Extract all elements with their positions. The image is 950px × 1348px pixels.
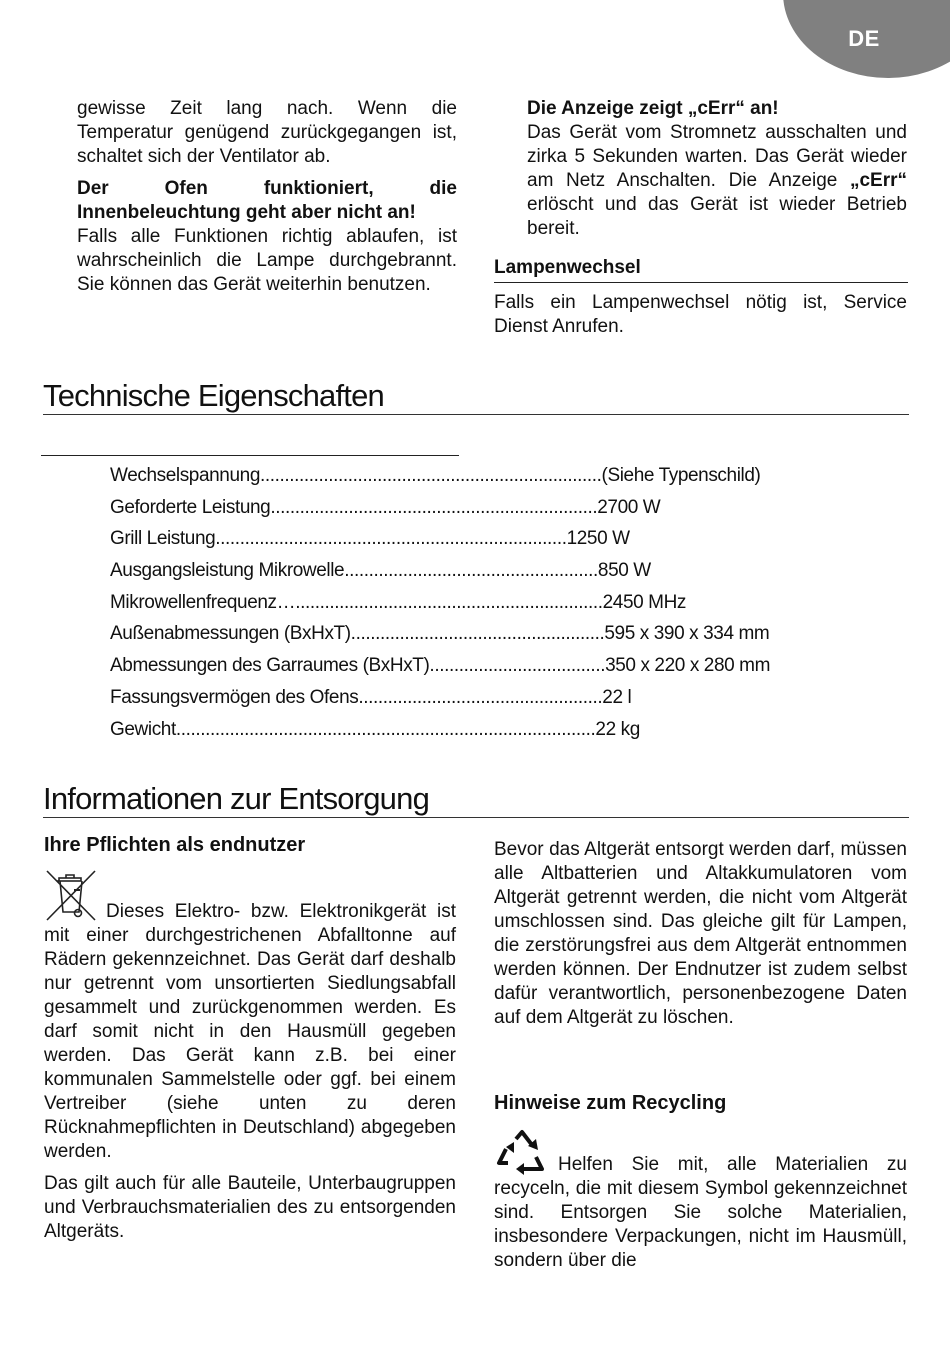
- spec-value: 850 W: [597, 560, 651, 582]
- recycling-symbol-icon: [494, 1127, 548, 1177]
- cerr-text-part-2: erlöscht und das Gerät ist wieder Betrieb bereit.: [527, 194, 907, 239]
- spec-leader-dots: ...................................................: [355, 623, 605, 645]
- batteries-paragraph: Bevor das Altgerät entsorgt werden darf, müssen alle Altbatterien und Altakkumulatoren vom Altgerät getrennt werden, die nicht vom Altgerät umschlossen sind. Das gleiche gilt für Lampen, die zerstörungsfrei aus dem Altgerät entnommen werden können. Der Endnutzer ist zudem selbst dafür verantwortlich, personenbezogene Daten auf dem Altgerät zu löschen.: [494, 839, 907, 1028]
- cerr-code: „cErr“: [849, 170, 907, 191]
- spec-row: [110, 495, 890, 527]
- spec-row: [110, 717, 890, 749]
- spec-value: (Siehe Typenschild): [601, 465, 761, 486]
- spec-label: Geforderte Leistung: [110, 496, 271, 518]
- spec-row: [110, 590, 890, 622]
- recycling-section: [494, 1127, 907, 1273]
- weee-paragraph: [44, 868, 456, 1164]
- spec-leader-dots: ...................................................................: [270, 496, 598, 518]
- spec-row: [110, 621, 890, 653]
- spec-list: [110, 463, 890, 748]
- spec-leader-dots: .................................................: [363, 686, 603, 708]
- troubleshooting-right-column: [527, 97, 907, 241]
- spec-leader-dots: ........................................................................: [215, 528, 567, 550]
- lamp-problem-text: Falls alle Funktionen richtig ablaufen, ist wahrscheinlich die Lampe durchgebrannt. Sie können das Gerät weiterhin benutzen.: [77, 226, 457, 295]
- troubleshooting-left-column: [77, 97, 457, 297]
- spec-label: Ausgangsleistung Mikrowelle: [110, 560, 345, 582]
- crossed-out-wheelie-bin-icon: [44, 868, 98, 924]
- spec-divider: [41, 455, 459, 456]
- spec-label: Außenabmessungen (BxHxT).: [110, 623, 356, 645]
- spec-label: Fassungsvermögen des Ofens.: [110, 686, 364, 708]
- spec-label: Mikrowellenfrequenz: [110, 591, 277, 613]
- duties-heading: Ihre Pflichten als endnutzer: [44, 834, 306, 856]
- spec-leader-dots: ...................................: [434, 655, 606, 677]
- spec-label: Grill Leistung: [110, 528, 216, 550]
- spec-value: 350 x 220 x 280 mm: [605, 655, 771, 677]
- spec-leader-dots: ......................................................................: [259, 465, 602, 486]
- spec-value: 2700 W: [597, 496, 661, 518]
- spec-value: 1250 W: [566, 528, 630, 550]
- ventilator-continuation-text: gewisse Zeit lang nach. Wenn die Temperatur genügend zurückgegangen ist, schaltet sich der Ventilator ab.: [77, 98, 457, 167]
- lamp-change-text: Falls ein Lampenwechsel nötig ist, Service Dienst Anrufen.: [494, 292, 907, 337]
- recycling-text: Helfen Sie mit, alle Materialien zu recyceln, die mit diesem Symbol gekennzeichnet sind. Entsorgen Sie solche Materialien, insbesondere Verpackungen, nicht im Hausmüll, sondern über die: [494, 1154, 907, 1271]
- spec-value: 22 kg: [595, 718, 640, 740]
- spec-label: Wechselspannung: [110, 465, 260, 486]
- disposal-section-title: Informationen zur Entsorgung: [43, 782, 909, 818]
- technical-section-title: Technische Eigenschaften: [43, 379, 909, 415]
- cerr-problem-text: [527, 121, 907, 241]
- cerr-problem-title: Die Anzeige zeigt „cErr“ an!: [527, 98, 779, 119]
- batteries-section: [494, 838, 907, 1030]
- lamp-change-section: [494, 291, 907, 339]
- weee-section: [44, 868, 456, 1244]
- spec-row: [110, 685, 890, 717]
- spec-label: Abmessungen des Garraumes (BxHxT).: [110, 655, 435, 677]
- components-paragraph: Das gilt auch für alle Bauteile, Unterbaugruppen und Verbrauchsmaterialien des zu entsorgenden Altgeräts.: [44, 1173, 456, 1242]
- cerr-text-part-1: Das Gerät vom Stromnetz ausschalten und zirka 5 Sekunden warten. Das Gerät wieder am Netz Anschalten. Die Anzeige: [527, 122, 907, 191]
- lamp-problem-title: Der Ofen funktioniert, die Innenbeleuchtung geht aber nicht an!: [77, 178, 457, 223]
- lamp-change-heading: Lampenwechsel: [494, 256, 908, 283]
- spec-value: 2450 MHz: [602, 591, 687, 613]
- spec-row: [110, 653, 890, 685]
- spec-leader-dots: ......................................................................................: [175, 718, 596, 740]
- spec-leader-dots: …...............................................................: [276, 591, 603, 613]
- recycling-paragraph: [494, 1127, 907, 1273]
- spec-value: 595 x 390 x 334 mm: [604, 623, 770, 645]
- spec-leader-dots: ....................................................: [344, 560, 598, 582]
- spec-row: [110, 463, 890, 495]
- spec-row: [110, 558, 890, 590]
- spec-value: 22 l: [602, 686, 632, 708]
- spec-row: [110, 526, 890, 558]
- language-label: DE: [848, 26, 880, 51]
- spec-label: Gewicht: [110, 718, 176, 740]
- weee-text: Dieses Elektro- bzw. Elektronikgerät ist mit einer durchgestrichenen Abfalltonne auf Rädern gekennzeichnet. Das Gerät darf deshalb nur getrennt vom unsortierten Siedlungsabfall gesammelt und zurückgenommen werden. Es darf somit nicht in den Hausmüll gegeben werden. Das Gerät kann z.B. bei einer kommunalen Sammelstelle oder ggf. bei einem Vertreiber (siehe unten zu deren Rücknahmepflichten in Deutschland) abgegeben werden.: [44, 901, 456, 1162]
- recycling-heading: Hinweise zum Recycling: [494, 1092, 727, 1114]
